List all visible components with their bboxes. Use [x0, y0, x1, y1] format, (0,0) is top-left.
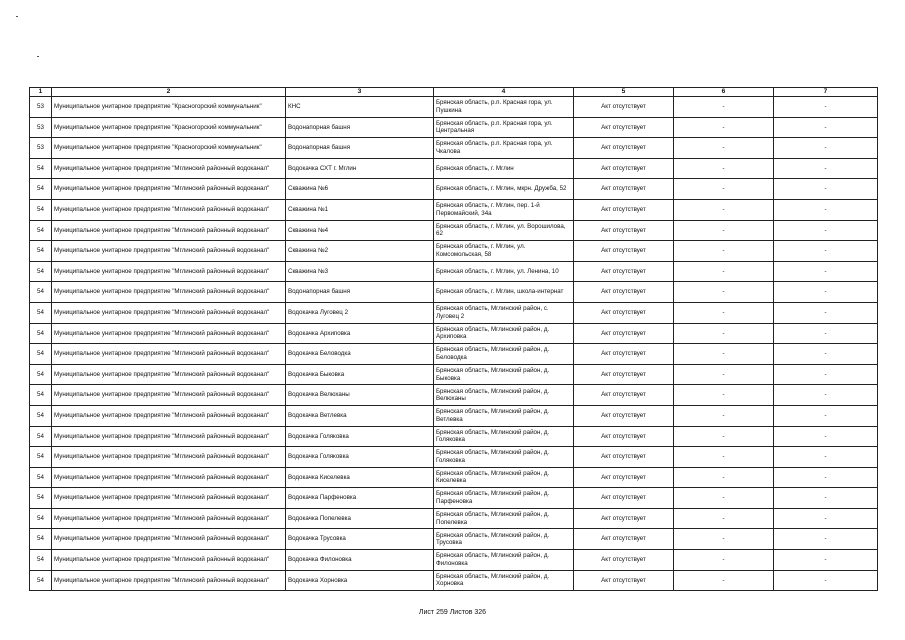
cell-address: Брянская область, г. Мглин, ул. Комсомольская, 58	[434, 241, 574, 262]
cell-organization: Муниципальное унитарное предприятие "Мглинский районный водоканал"	[52, 282, 286, 303]
cell-organization: Муниципальное унитарное предприятие "Мглинский районный водоканал"	[52, 508, 286, 529]
cell-column-6: -	[674, 199, 774, 220]
cell-number: 54	[30, 241, 52, 262]
cell-object: Водонапорная башня	[286, 138, 434, 159]
table-row	[30, 282, 878, 303]
cell-act: Акт отсутствует	[574, 282, 674, 303]
cell-number: 54	[30, 529, 52, 550]
cell-address: Брянская область, г. Мглин	[434, 158, 574, 179]
table-row	[30, 323, 878, 344]
cell-object: Водокачка Луговец 2	[286, 302, 434, 323]
table-row	[30, 302, 878, 323]
cell-organization: Муниципальное унитарное предприятие "Мглинский районный водоканал"	[52, 323, 286, 344]
cell-column-6: -	[674, 117, 774, 138]
cell-object: Водокачка Велюханы	[286, 385, 434, 406]
cell-number: 53	[30, 117, 52, 138]
cell-column-6: -	[674, 426, 774, 447]
cell-object: Водокачка Попелевка	[286, 508, 434, 529]
cell-column-6: -	[674, 323, 774, 344]
cell-organization: Муниципальное унитарное предприятие "Мглинский районный водоканал"	[52, 220, 286, 241]
column-header-6: 6	[674, 88, 774, 97]
cell-column-6: -	[674, 488, 774, 509]
page-footer: Лист 259 Листов 326	[418, 609, 487, 616]
table-row	[30, 426, 878, 447]
cell-act: Акт отсутствует	[574, 508, 674, 529]
cell-column-7: -	[774, 447, 878, 468]
cell-act: Акт отсутствует	[574, 570, 674, 591]
table-row	[30, 508, 878, 529]
cell-organization: Муниципальное унитарное предприятие "Мглинский районный водоканал"	[52, 426, 286, 447]
cell-act: Акт отсутствует	[574, 467, 674, 488]
cell-address: Брянская область, г. Мглин, мкрн. Дружба, 52	[434, 179, 574, 200]
cell-column-7: -	[774, 385, 878, 406]
cell-object: Водокачка Голяковка	[286, 447, 434, 468]
cell-object: Водокачка СХТ г. Мглин	[286, 158, 434, 179]
cell-act: Акт отсутствует	[574, 220, 674, 241]
cell-column-7: -	[774, 344, 878, 365]
cell-object: Водонапорная башня	[286, 282, 434, 303]
cell-address: Брянская область, Мглинский район, д. Попелевка	[434, 508, 574, 529]
cell-column-7: -	[774, 364, 878, 385]
cell-number: 54	[30, 385, 52, 406]
cell-column-6: -	[674, 550, 774, 571]
cell-object: Водокачка Голяковка	[286, 426, 434, 447]
table-row	[30, 467, 878, 488]
cell-column-7: -	[774, 282, 878, 303]
cell-column-7: -	[774, 158, 878, 179]
table-row	[30, 97, 878, 118]
cell-object: Водокачка Архиповка	[286, 323, 434, 344]
column-header-2: 2	[52, 88, 286, 97]
cell-column-6: -	[674, 405, 774, 426]
cell-act: Акт отсутствует	[574, 138, 674, 159]
cell-number: 54	[30, 302, 52, 323]
cell-column-6: -	[674, 138, 774, 159]
cell-address: Брянская область, г. Мглин, ул. Ворошилова, 62	[434, 220, 574, 241]
column-header-3: 3	[286, 88, 434, 97]
cell-column-7: -	[774, 323, 878, 344]
cell-address: Брянская область, Мглинский район, д. Быковка	[434, 364, 574, 385]
cell-object: Водонапорная башня	[286, 117, 434, 138]
cell-object: Скважина №2	[286, 241, 434, 262]
cell-address: Брянская область, Мглинский район, д. Голяковка	[434, 447, 574, 468]
cell-act: Акт отсутствует	[574, 426, 674, 447]
table-row	[30, 529, 878, 550]
cell-address: Брянская область, Мглинский район, д. Парфеновка	[434, 488, 574, 509]
cell-organization: Муниципальное унитарное предприятие "Мглинский районный водоканал"	[52, 550, 286, 571]
cell-column-7: -	[774, 138, 878, 159]
cell-address: Брянская область, Мглинский район, д. Хорновка	[434, 570, 574, 591]
cell-column-6: -	[674, 570, 774, 591]
cell-number: 54	[30, 467, 52, 488]
cell-organization: Муниципальное унитарное предприятие "Мглинский районный водоканал"	[52, 344, 286, 365]
cell-column-6: -	[674, 385, 774, 406]
cell-address: Брянская область, Мглинский район, с. Луговец 2	[434, 302, 574, 323]
cell-act: Акт отсутствует	[574, 344, 674, 365]
table-row	[30, 220, 878, 241]
cell-object: Водокачка Киселевка	[286, 467, 434, 488]
cell-object: Водокачка Трусовка	[286, 529, 434, 550]
cell-column-6: -	[674, 302, 774, 323]
cell-column-6: -	[674, 158, 774, 179]
cell-column-7: -	[774, 570, 878, 591]
table-row	[30, 158, 878, 179]
cell-column-6: -	[674, 467, 774, 488]
scan-speck	[16, 16, 18, 17]
table-row	[30, 488, 878, 509]
cell-number: 54	[30, 261, 52, 282]
cell-object: Водокачка Хорновка	[286, 570, 434, 591]
cell-column-7: -	[774, 241, 878, 262]
cell-object: Скважина №1	[286, 199, 434, 220]
cell-column-6: -	[674, 179, 774, 200]
cell-act: Акт отсутствует	[574, 364, 674, 385]
cell-column-6: -	[674, 241, 774, 262]
cell-number: 53	[30, 97, 52, 118]
cell-column-7: -	[774, 550, 878, 571]
cell-address: Брянская область, р.п. Красная гора, ул. Чкалова	[434, 138, 574, 159]
cell-number: 54	[30, 344, 52, 365]
cell-column-6: -	[674, 508, 774, 529]
table-body	[30, 97, 878, 591]
column-header-4: 4	[434, 88, 574, 97]
cell-object: КНС	[286, 97, 434, 118]
cell-address: Брянская область, Мглинский район, д. Трусовка	[434, 529, 574, 550]
scan-speck	[37, 56, 39, 57]
cell-column-7: -	[774, 261, 878, 282]
table-row	[30, 261, 878, 282]
cell-column-6: -	[674, 344, 774, 365]
cell-act: Акт отсутствует	[574, 488, 674, 509]
cell-column-7: -	[774, 488, 878, 509]
column-header-7: 7	[774, 88, 878, 97]
cell-organization: Муниципальное унитарное предприятие "Мглинский районный водоканал"	[52, 570, 286, 591]
cell-organization: Муниципальное унитарное предприятие "Красногорский коммунальник"	[52, 97, 286, 118]
cell-act: Акт отсутствует	[574, 97, 674, 118]
cell-organization: Муниципальное унитарное предприятие "Красногорский коммунальник"	[52, 117, 286, 138]
cell-column-7: -	[774, 302, 878, 323]
cell-number: 54	[30, 488, 52, 509]
cell-act: Акт отсутствует	[574, 199, 674, 220]
cell-number: 54	[30, 220, 52, 241]
cell-organization: Муниципальное унитарное предприятие "Мглинский районный водоканал"	[52, 364, 286, 385]
cell-column-7: -	[774, 220, 878, 241]
cell-address: Брянская область, Мглинский район, д. Голяковка	[434, 426, 574, 447]
table-header	[30, 88, 878, 97]
cell-address: Брянская область, р.п. Красная гора, ул. Центральная	[434, 117, 574, 138]
cell-column-6: -	[674, 282, 774, 303]
table-row	[30, 117, 878, 138]
cell-organization: Муниципальное унитарное предприятие "Мглинский районный водоканал"	[52, 467, 286, 488]
header-row	[30, 88, 878, 97]
cell-number: 54	[30, 158, 52, 179]
cell-column-7: -	[774, 179, 878, 200]
cell-organization: Муниципальное унитарное предприятие "Мглинский районный водоканал"	[52, 179, 286, 200]
cell-organization: Муниципальное унитарное предприятие "Мглинский районный водоканал"	[52, 241, 286, 262]
cell-object: Водокачка Беловодка	[286, 344, 434, 365]
cell-column-7: -	[774, 529, 878, 550]
cell-column-7: -	[774, 508, 878, 529]
cell-act: Акт отсутствует	[574, 447, 674, 468]
cell-object: Скважина №3	[286, 261, 434, 282]
cell-column-7: -	[774, 426, 878, 447]
cell-column-7: -	[774, 97, 878, 118]
registry-table	[29, 87, 878, 591]
cell-act: Акт отсутствует	[574, 179, 674, 200]
cell-number: 54	[30, 199, 52, 220]
cell-act: Акт отсутствует	[574, 261, 674, 282]
cell-number: 54	[30, 570, 52, 591]
cell-object: Скважина №4	[286, 220, 434, 241]
cell-address: Брянская область, Мглинский район, д. Ветлевка	[434, 405, 574, 426]
table-row	[30, 241, 878, 262]
cell-act: Акт отсутствует	[574, 529, 674, 550]
cell-organization: Муниципальное унитарное предприятие "Мглинский районный водоканал"	[52, 447, 286, 468]
cell-address: Брянская область, Мглинский район, д. Киселевка	[434, 467, 574, 488]
cell-object: Водокачка Филоновка	[286, 550, 434, 571]
cell-organization: Муниципальное унитарное предприятие "Мглинский районный водоканал"	[52, 302, 286, 323]
table-row	[30, 179, 878, 200]
cell-address: Брянская область, г. Мглин, пер. 1-й Первомайский, 34а	[434, 199, 574, 220]
cell-number: 54	[30, 426, 52, 447]
cell-column-6: -	[674, 261, 774, 282]
table-row	[30, 570, 878, 591]
cell-organization: Муниципальное унитарное предприятие "Красногорский коммунальник"	[52, 138, 286, 159]
cell-organization: Муниципальное унитарное предприятие "Мглинский районный водоканал"	[52, 529, 286, 550]
cell-object: Водокачка Быковка	[286, 364, 434, 385]
cell-organization: Муниципальное унитарное предприятие "Мглинский районный водоканал"	[52, 385, 286, 406]
table-row	[30, 199, 878, 220]
cell-column-7: -	[774, 117, 878, 138]
table-row	[30, 550, 878, 571]
cell-act: Акт отсутствует	[574, 550, 674, 571]
cell-address: Брянская область, г. Мглин, ул. Ленина, 10	[434, 261, 574, 282]
table-row	[30, 385, 878, 406]
cell-number: 54	[30, 405, 52, 426]
table-row	[30, 364, 878, 385]
cell-column-7: -	[774, 467, 878, 488]
cell-column-6: -	[674, 97, 774, 118]
column-header-5: 5	[574, 88, 674, 97]
cell-column-6: -	[674, 364, 774, 385]
cell-column-6: -	[674, 447, 774, 468]
cell-number: 54	[30, 323, 52, 344]
cell-address: Брянская область, Мглинский район, д. Беловодка	[434, 344, 574, 365]
cell-number: 54	[30, 179, 52, 200]
cell-address: Брянская область, р.п. Красная гора, ул. Пушкина	[434, 97, 574, 118]
cell-object: Водокачка Ветлевка	[286, 405, 434, 426]
cell-act: Акт отсутствует	[574, 158, 674, 179]
cell-number: 54	[30, 364, 52, 385]
cell-organization: Муниципальное унитарное предприятие "Мглинский районный водоканал"	[52, 158, 286, 179]
cell-object: Водокачка Парфеновка	[286, 488, 434, 509]
table-row	[30, 344, 878, 365]
cell-organization: Муниципальное унитарное предприятие "Мглинский районный водоканал"	[52, 405, 286, 426]
cell-organization: Муниципальное унитарное предприятие "Мглинский районный водоканал"	[52, 488, 286, 509]
cell-act: Акт отсутствует	[574, 323, 674, 344]
table-row	[30, 447, 878, 468]
cell-act: Акт отсутствует	[574, 241, 674, 262]
cell-number: 54	[30, 550, 52, 571]
cell-address: Брянская область, г. Мглин, школа-интернат	[434, 282, 574, 303]
cell-act: Акт отсутствует	[574, 385, 674, 406]
table-row	[30, 405, 878, 426]
cell-column-6: -	[674, 529, 774, 550]
table-row	[30, 138, 878, 159]
cell-column-7: -	[774, 405, 878, 426]
cell-address: Брянская область, Мглинский район, д. Архиповка	[434, 323, 574, 344]
cell-organization: Муниципальное унитарное предприятие "Мглинский районный водоканал"	[52, 261, 286, 282]
cell-organization: Муниципальное унитарное предприятие "Мглинский районный водоканал"	[52, 199, 286, 220]
column-header-1: 1	[30, 88, 52, 97]
cell-column-7: -	[774, 199, 878, 220]
cell-act: Акт отсутствует	[574, 302, 674, 323]
cell-act: Акт отсутствует	[574, 405, 674, 426]
cell-act: Акт отсутствует	[574, 117, 674, 138]
cell-object: Скважина №6	[286, 179, 434, 200]
cell-address: Брянская область, Мглинский район, д. Филоновка	[434, 550, 574, 571]
cell-column-6: -	[674, 220, 774, 241]
cell-number: 54	[30, 508, 52, 529]
cell-number: 54	[30, 447, 52, 468]
cell-number: 54	[30, 282, 52, 303]
cell-address: Брянская область, Мглинский район, д. Велюханы	[434, 385, 574, 406]
cell-number: 53	[30, 138, 52, 159]
